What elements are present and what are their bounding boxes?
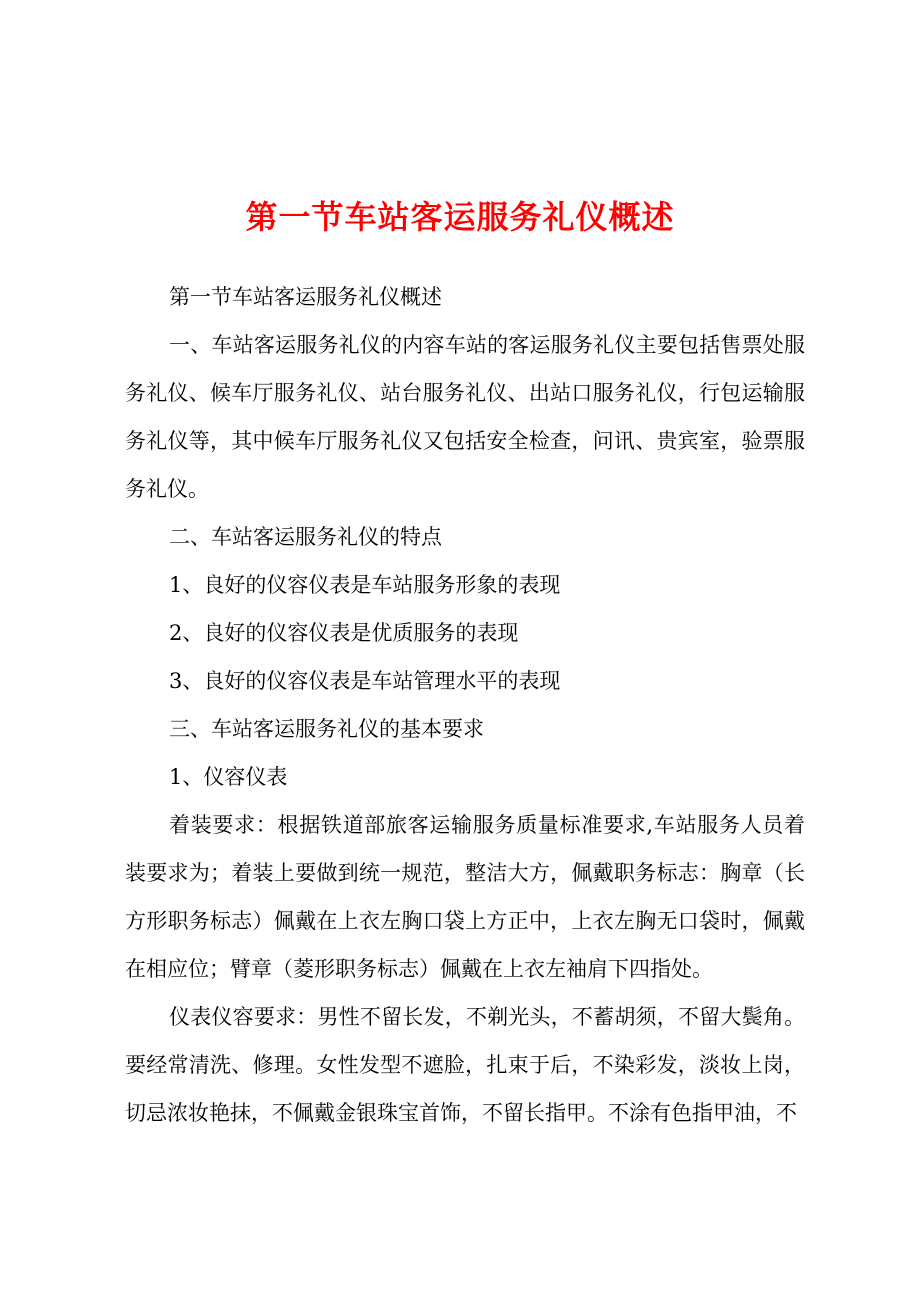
paragraph: 3、良好的仪容仪表是车站管理水平的表现 <box>169 669 561 693</box>
paragraph: 着装要求：根据铁道部旅客运输服务质量标准要求,车站服务人员着装要求为；着装上要做到统一规范，整洁大方，佩戴职务标志：胸章（长方形职务标志）佩戴在上衣左胸口袋上方正中，上衣左胸无口袋时，佩戴在相应位；臂章（菱形职务标志）佩戴在上衣左袖肩下四指处。 <box>125 813 805 981</box>
paragraph: 二、车站客运服务礼仪的特点 <box>169 525 442 549</box>
paragraph: 三、车站客运服务礼仪的基本要求 <box>169 717 484 741</box>
paragraph: 2、良好的仪容仪表是优质服务的表现 <box>169 621 519 645</box>
paragraph: 仪表仪容要求：男性不留长发，不剃光头，不蓄胡须，不留大鬓角。要经常清洗、修理。女性发型不遮脸，扎束于后，不染彩发，淡妆上岗，切忌浓妆艳抹，不佩戴金银珠宝首饰，不留长指甲。不涂有色指甲油，不 <box>125 1005 805 1125</box>
paragraph: 1、仪容仪表 <box>169 765 288 789</box>
document-body <box>125 273 805 1137</box>
document-title: 第一节车站客运服务礼仪概述 <box>245 198 675 236</box>
paragraph: 一、车站客运服务礼仪的内容车站的客运服务礼仪主要包括售票处服务礼仪、候车厅服务礼仪、站台服务礼仪、出站口服务礼仪，行包运输服务礼仪等，其中候车厅服务礼仪又包括安全检查，问讯、贵宾室，验票服务礼仪。 <box>125 333 805 501</box>
paragraph: 第一节车站客运服务礼仪概述 <box>169 285 442 309</box>
paragraph: 1、良好的仪容仪表是车站服务形象的表现 <box>169 573 561 597</box>
